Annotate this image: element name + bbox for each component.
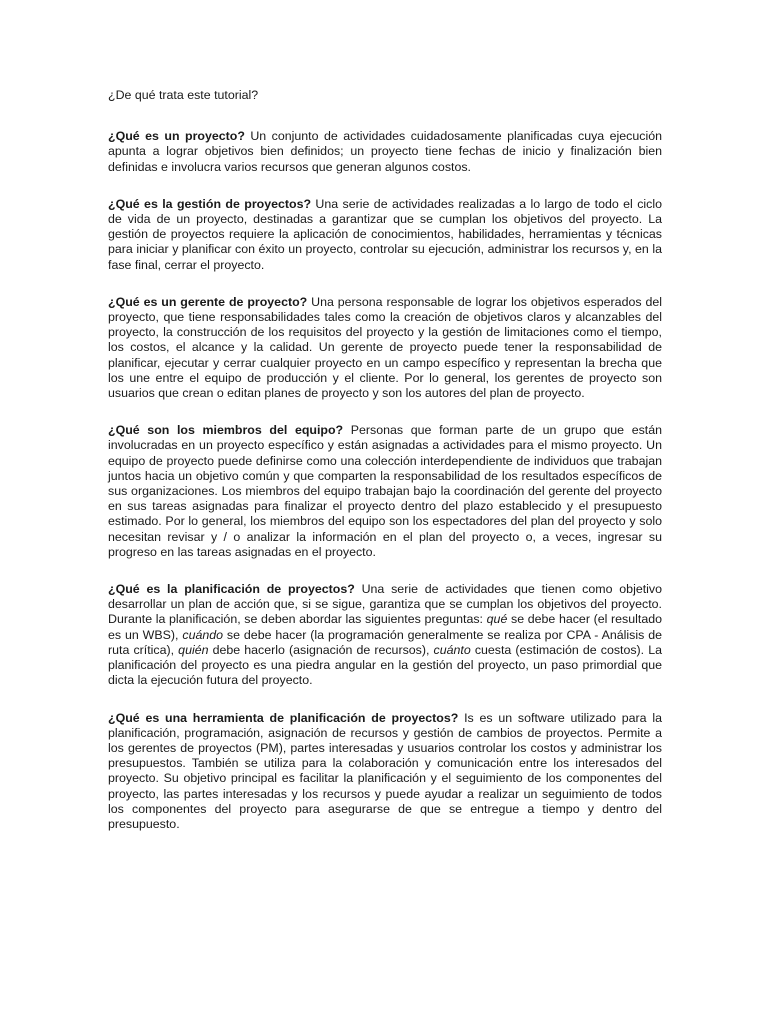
section-emphasis: cuándo bbox=[182, 627, 224, 642]
section-heading: ¿Qué es la gestión de proyectos? bbox=[108, 196, 312, 211]
section-paragraph bbox=[108, 197, 662, 273]
section-paragraph bbox=[108, 582, 662, 688]
section-text: Personas que forman parte de un grupo que están involucradas en un proyecto específico y están asignadas a actividades para el mismo proyecto. Un equipo de proyecto puede definirse como una colección interdependiente de individuos que trabajan juntos hacia un objetivo común y que comparten la responsabilidad de los resultados específicos de sus organizaciones. Los miembros del equipo trabajan bajo la coordinación del gerente del proyecto en sus tareas asignadas para finalizar el proyecto dentro del plazo establecido y el presupuesto estimado. Por lo general, los miembros del equipo son los espectadores del plan del proyecto y solo necesitan revisar y / o analizar la información en el plan del proyecto o, a veces, ingresar su progreso en las tareas asignadas en el proyecto. bbox=[108, 423, 662, 559]
section-heading: ¿Qué es una herramienta de planificación de proyectos? bbox=[108, 710, 459, 725]
section-heading: ¿Qué es un proyecto? bbox=[108, 129, 245, 144]
section-text: Una serie de actividades que tienen como objetivo desarrollar un plan de acción que, si se sigue, garantiza que se cumplan los objetivos del proyecto. Durante la planificación, se deben abordar las siguientes preguntas: bbox=[108, 582, 662, 627]
section-heading: ¿Qué son los miembros del equipo? bbox=[108, 423, 344, 438]
section-text: Una persona responsable de lograr los objetivos esperados del proyecto, que tiene responsabilidades tales como la creación de objetivos claros y alcanzables del proyecto, la construcción de los requisitos del proyecto y la gestión de limitaciones como el tiempo, los costos, el alcance y la calidad. Un gerente de proyecto puede tener la responsabilidad de planificar, ejecutar y cerrar cualquier proyecto en un campo específico y representan la brecha que los une entre el equipo de producción y el cliente. Por lo general, los gerentes de proyecto son usuarios que crean o editan planes de proyecto y son los autores del plan de proyecto. bbox=[108, 294, 662, 401]
sections-container bbox=[108, 129, 662, 832]
section-text: Un conjunto de actividades cuidadosamente planificadas cuya ejecución apunta a lograr objetivos bien definidos; un proyecto tiene fechas de inicio y finalización bien definidas e involucra varios recursos que generan algunos costos. bbox=[108, 129, 662, 174]
section-heading: ¿Qué es un gerente de proyecto? bbox=[108, 294, 308, 309]
document-page bbox=[108, 88, 662, 854]
section-emphasis: cuánto bbox=[433, 642, 471, 657]
section-text: cuesta (estimación de costos). La planificación del proyecto es una piedra angular en la gestión del proyecto, un paso primordial que dicta la ejecución futura del proyecto. bbox=[108, 642, 663, 688]
section-paragraph bbox=[108, 295, 662, 401]
section-text: debe hacerlo (asignación de recursos), bbox=[208, 642, 434, 657]
section-emphasis: quién bbox=[178, 642, 209, 657]
section-text: Una serie de actividades realizadas a lo largo de todo el ciclo de vida de un proyecto, destinadas a garantizar que se cumplan los objetivos del proyecto. La gestión de proyectos requiere la aplicación de conocimientos, habilidades, herramientas y técnicas para iniciar y planificar con éxito un proyecto, controlar su ejecución, administrar los recursos y, en la fase final, cerrar el proyecto. bbox=[108, 196, 662, 272]
section-paragraph bbox=[108, 423, 662, 560]
section-text: se debe hacer (el resultado es un WBS), bbox=[108, 612, 662, 642]
section-paragraph bbox=[108, 129, 662, 175]
section-text: se debe hacer (la programación generalmente se realiza por CPA - Análisis de ruta crítica), bbox=[108, 627, 662, 657]
section-paragraph bbox=[108, 711, 662, 833]
section-emphasis: qué bbox=[486, 612, 508, 627]
section-text: Is es un software utilizado para la planificación, programación, asignación de recursos y gestión de cambios de proyectos. Permite a los gerentes de proyectos (PM), partes interesadas y usuarios controlar los costos y administrar los presupuestos. También se utiliza para la colaboración y comunicación entre los interesados del proyecto. Su objetivo principal es facilitar la planificación y el seguimiento de los componentes del proyecto, las partes interesadas y los recursos y puede ayudar a realizar un seguimiento de todos los componentes del proyecto para asegurarse de que se entregue a tiempo y dentro del presupuesto. bbox=[108, 710, 662, 831]
section-heading: ¿Qué es la planificación de proyectos? bbox=[108, 582, 355, 597]
intro-question: ¿De qué trata este tutorial? bbox=[108, 88, 259, 102]
